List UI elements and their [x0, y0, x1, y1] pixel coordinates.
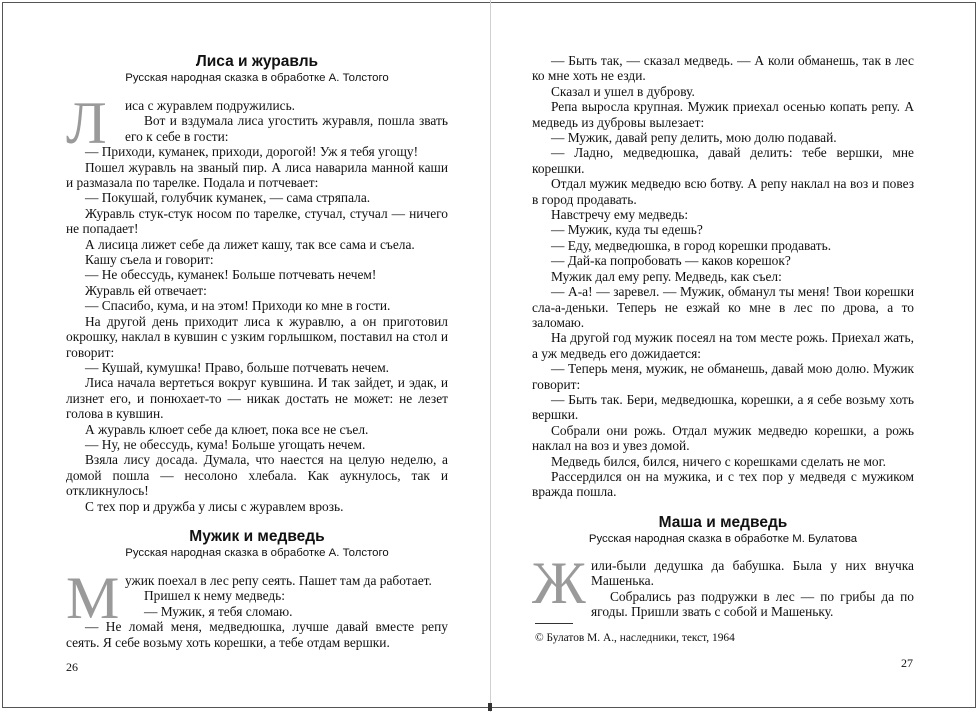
paragraph: — Теперь меня, мужик, не обманешь, давай мою долю. Мужик говорит: [532, 361, 914, 392]
drop-cap: Л [66, 90, 107, 156]
drop-cap: М [66, 565, 120, 631]
cap-line: или-были дедушка да бабушка. Была у них внучка Машенька. [591, 558, 914, 589]
left-page-tale-2 [66, 527, 448, 650]
drop-cap-block [66, 565, 448, 631]
paragraph: Медведь бился, бился, ничего с корешками сделать не мог. [551, 453, 886, 469]
footnote-rule [535, 623, 573, 624]
paragraph: — Спасибо, кума, и на этом! Приходи ко мне в гости. [85, 298, 391, 314]
paragraph: Навстречу ему медведь: [551, 207, 689, 223]
book-gutter [490, 0, 491, 712]
cap-line: Вот и вздумала лиса угостить журавля, пошла звать его к себе в гости: [125, 113, 448, 144]
tale-body [66, 144, 448, 514]
paragraph: Кашу съела и говорит: [85, 252, 214, 268]
paragraph: Журавль стук-стук носом по тарелке, стучал, стучал — ничего не попадает! [66, 205, 448, 237]
paragraph: С тех пор и дружба у лисы с журавлем врозь. [85, 498, 344, 514]
paragraph: — Покушай, голубчик куманек, — сама стряпала. [85, 190, 371, 206]
paragraph: — Ну, не обессудь, кума! Больше угощать нечем. [85, 436, 366, 452]
left-page-tale-1 [66, 52, 448, 514]
tale-body [532, 53, 914, 500]
cap-line: Собрались раз подружки в лес — по грибы да по ягоды. Пришли звать с собой и Машеньку. [591, 588, 914, 620]
copyright-note: © Булатов М. А., наследники, текст, 1964 [535, 632, 735, 644]
paragraph: А журавль клюет себе да клюет, пока все не съел. [85, 421, 369, 437]
cap-line: — Мужик, я тебя сломаю. [144, 603, 293, 619]
paragraph: — Мужик, давай репу делить, мою долю подавай. [551, 130, 837, 146]
paragraph: — Быть так. Бери, медведюшка, корешки, а я себе возьму хоть вершки. [532, 391, 914, 423]
paragraph: Пошел журавль на званый пир. А лиса наварила манной каши и размазала по тарелке. Подала и потчевает: [66, 159, 448, 191]
paragraph: А лисица лижет себе да лижет кашу, так все сама и съела. [85, 236, 415, 252]
paragraph: Отдал мужик медведю всю ботву. А репу наклал на воз и повез в город продавать. [532, 176, 914, 207]
paragraph: — Ладно, медведюшка, давай делить: тебе вершки, мне корешки. [532, 145, 914, 176]
paragraph: — Не обессудь, куманек! Больше потчевать нечем! [85, 267, 377, 283]
right-page-continuation [532, 53, 914, 500]
paragraph: Репа выросла крупная. Мужик приехал осенью копать репу. А медведь из дубровы вылезает: [532, 99, 914, 130]
tale-subtitle: Русская народная сказка в обработке А. Толстого [125, 72, 389, 84]
paragraph: Журавль ей отвечает: [85, 282, 207, 298]
paragraph: Рассердился он на мужика, и с тех пор у медведя с мужиком вражда пошла. [532, 468, 914, 500]
paragraph: Взяла лису досада. Думала, что наестся на целую неделю, а домой пошла — несолоно хлебала. Как аукнулось, так и откликнулось! [66, 452, 448, 499]
paragraph: На другой день приходит лиса к журавлю, а он приготовил окрошку, наклал в кувшин с узким горлышком, поставил на стол и говорит: [66, 313, 448, 360]
tale-subtitle: Русская народная сказка в обработке А. Толстого [125, 547, 389, 559]
paragraph: — А-а! — заревел. — Мужик, обманул ты меня! Твои корешки сла-а-деньки. Теперь не езжай ко мне в лес по дрова, а то заломаю. [532, 284, 914, 330]
paragraph: Мужик дал ему репу. Медведь, как съел: [551, 268, 782, 284]
drop-cap-block [532, 550, 914, 620]
paragraph: — Еду, медведюшка, в город корешки продавать. [551, 237, 832, 253]
tale-title: Мужик и медведь [189, 528, 325, 545]
tale-title: Лиса и журавль [195, 53, 319, 70]
right-page-tale-3 [532, 513, 914, 620]
cap-line: Пришел к нему медведь: [144, 588, 286, 604]
paragraph: — Приходи, куманек, приходи, дорогой! Уж я тебя угощу! [85, 144, 419, 160]
cap-line: иса с журавлем подружились. [125, 98, 296, 113]
paragraph: Сказал и ушел в дуброву. [551, 83, 695, 99]
tale-subtitle: Русская народная сказка в обработке М. Булатова [588, 533, 858, 545]
paragraph: — Кушай, кумушка! Право, больше потчевать нечем. [85, 359, 390, 375]
page-number: 26 [66, 660, 78, 674]
gutter-mark [488, 703, 492, 711]
paragraph: — Мужик, куда ты едешь? [551, 222, 703, 238]
paragraph: Собрали они рожь. Отдал мужик медведю корешки, а рожь наклал на воз и увез домой. [532, 422, 914, 454]
cap-line: ужик поехал в лес репу сеять. Пашет там да работает. [125, 573, 432, 588]
paragraph: — Дай-ка попробовать — каков корешок? [551, 253, 791, 269]
paragraph: — Не ломай меня, медведюшка, лучше давай вместе репу сеять. Я себе возьму хоть корешки, а тебе отдам вершки. [66, 619, 448, 650]
paragraph: — Быть так, — сказал медведь. — А коли обманешь, так в лес ко мне хоть не езди. [532, 53, 914, 84]
paragraph: На другой год мужик посеял на том месте рожь. Приехал жать, а уж медведь его дожидается: [532, 330, 914, 361]
drop-cap: Ж [532, 550, 586, 616]
paragraph: Лиса начала вертеться вокруг кувшина. И так зайдет, и эдак, и лизнет его, и понюхает-то — никак достать не может: не лезет голова в кувшин. [66, 375, 448, 422]
page-number: 27 [901, 656, 913, 670]
tale-title: Маша и медведь [658, 514, 788, 531]
